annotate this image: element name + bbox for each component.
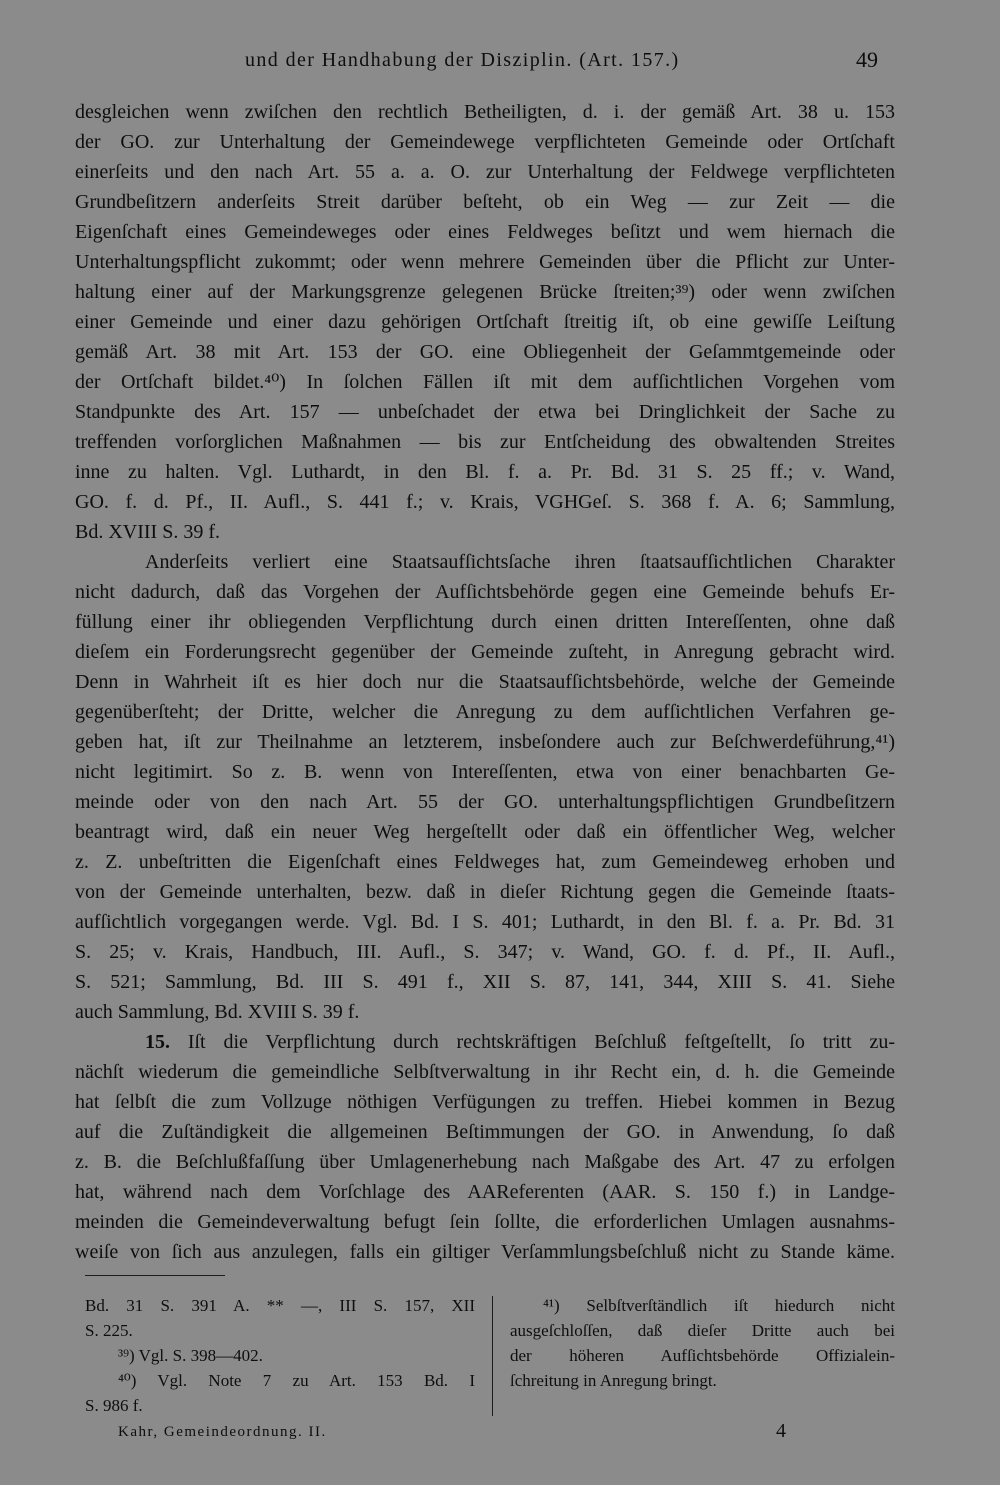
footnote-line: ⁴¹) Selbſtverſtändlich iſt hiedurch nicht xyxy=(543,1296,895,1315)
text-line: Denn in Wahrheit iſt es hier doch nur die Staatsaufſichtsbehörde, welche der Gemeinde xyxy=(75,671,895,693)
text-line: desgleichen wenn zwiſchen den rechtlich Betheiligten, d. i. der gemäß Art. 38 u. 153 xyxy=(75,101,895,123)
footnotes-right-column xyxy=(510,1293,895,1393)
text-line: aufſichtlich vorgegangen werde. Vgl. Bd. I S. 401; Luthardt, in den Bl. f. a. Pr. Bd. 31 xyxy=(75,911,895,933)
footnote-line: ſchreitung in Anregung bringt. xyxy=(510,1371,717,1390)
footnote-line: S. 986 f. xyxy=(85,1396,143,1415)
text-line: nicht legitimirt. So z. B. wenn von Intereſſenten, etwa von einer benachbarten Ge- xyxy=(75,761,895,783)
text-line: der Ortſchaft bildet.⁴⁰) In ſolchen Fällen iſt mit dem aufſichtlichen Vorgehen vom xyxy=(75,371,895,393)
text-line: z. B. die Beſchlußfaſſung über Umlagenerhebung nach Maßgabe des Art. 47 zu erfolgen xyxy=(75,1151,895,1173)
text-line: meinden die Gemeindeverwaltung befugt ſein ſollte, die erforderlichen Umlagen ausnahms- xyxy=(75,1211,895,1233)
text-line: auch Sammlung, Bd. XVIII S. 39 f. xyxy=(75,1001,360,1023)
main-text xyxy=(75,97,895,1267)
text-line: S. 521; Sammlung, Bd. III S. 491 f., XII S. 87, 141, 344, XIII S. 41. Siehe xyxy=(75,971,895,993)
text-line xyxy=(75,1027,895,1057)
text-line: gemäß Art. 38 mit Art. 153 der GO. eine Obliegenheit der Geſammtgemeinde oder xyxy=(75,341,895,363)
text-line: Unterhaltungspflicht zukommt; oder wenn mehrere Gemeinden über die Pflicht zur Unter- xyxy=(75,251,895,273)
footnote-line: Bd. 31 S. 391 A. ** —, III S. 157, XII xyxy=(85,1296,475,1315)
footnote-line: S. 225. xyxy=(85,1321,133,1340)
footnote-line: ausgeſchloſſen, daß dieſer Dritte auch bei xyxy=(510,1321,895,1340)
footnote-rule xyxy=(85,1275,225,1276)
text-line: meinde oder von den nach Art. 55 der GO. unterhaltungspflichtigen Grundbeſitzern xyxy=(75,791,895,813)
text-line: gegenüberſteht; der Dritte, welcher die Anregung zu dem aufſichtlichen Verfahren ge- xyxy=(75,701,895,723)
text-line: S. 25; v. Krais, Handbuch, III. Aufl., S. 347; v. Wand, GO. f. d. Pf., II. Aufl., xyxy=(75,941,895,963)
text-line: auf die Zuſtändigkeit die allgemeinen Beſtimmungen der GO. in Anwendung, ſo daß xyxy=(75,1121,895,1143)
text-line: Bd. XVIII S. 39 f. xyxy=(75,521,220,543)
text-line: beantragt wird, daß ein neuer Weg hergeſtellt oder daß ein öffentlicher Weg, welcher xyxy=(75,821,895,843)
footnote-line: ⁴⁰) Vgl. Note 7 zu Art. 153 Bd. I xyxy=(118,1371,475,1390)
section-number: 15. xyxy=(145,1031,170,1053)
text-line-content: Iſt die Verpflichtung durch rechtskräftigen Beſchluß feſtgeſtellt, ſo tritt zu- xyxy=(187,1031,895,1053)
running-head: und der Handhabung der Disziplin. (Art. 157.) xyxy=(245,49,680,71)
text-line: haltung einer auf der Markungsgrenze gelegenen Brücke ſtreiten;³⁹) oder wenn zwiſchen xyxy=(75,281,895,303)
text-line: Anderſeits verliert eine Staatsaufſichtsſache ihren ſtaatsaufſichtlichen Charakter xyxy=(145,551,895,573)
text-line: Eigenſchaft eines Gemeindeweges oder eines Feldweges beſitzt und wem hiernach die xyxy=(75,221,895,243)
text-line: nicht dadurch, daß das Vorgehen der Aufſichtsbehörde gegen eine Gemeinde behufs Er- xyxy=(75,581,895,603)
footnotes-left-column xyxy=(85,1293,475,1418)
text-line: einer Gemeinde und einer dazu gehörigen Ortſchaft ſtreitig iſt, ob eine gewiſſe Leiſtung xyxy=(75,311,895,333)
column-divider xyxy=(492,1296,493,1416)
page-number: 49 xyxy=(856,47,878,72)
text-line: von der Gemeinde unterhalten, bezw. daß in dieſer Richtung gegen die Gemeinde ſtaats- xyxy=(75,881,895,903)
text-line: hat ſelbſt die zum Vollzuge nöthigen Verfügungen zu treffen. Hiebei kommen in Bezug xyxy=(75,1091,895,1113)
text-line: Grundbeſitzern anderſeits Streit darüber beſteht, ob ein Weg — zur Zeit — die xyxy=(75,191,895,213)
text-line: nächſt wiederum die gemeindliche Selbſtverwaltung in ihr Recht ein, d. h. die Gemeinde xyxy=(75,1061,895,1083)
text-line: einerſeits und den nach Art. 55 a. a. O. zur Unterhaltung der Feldwege verpflichteten xyxy=(75,161,895,183)
text-line: weiſe von ſich aus anzulegen, falls ein giltiger Verſammlungsbeſchluß nicht zu Stande käme. xyxy=(75,1241,895,1263)
text-line: treffenden vorſorglichen Maßnahmen — bis zur Entſcheidung des obwaltenden Streites xyxy=(75,431,895,453)
text-line: inne zu halten. Vgl. Luthardt, in den Bl. f. a. Pr. Bd. 31 S. 25 ff.; v. Wand, xyxy=(75,461,895,483)
text-line: geben hat, iſt zur Theilnahme an letzterem, insbeſondere auch zur Beſchwerdeführung,⁴¹) xyxy=(75,731,895,753)
text-line: z. Z. unbeſtritten die Eigenſchaft eines Feldweges hat, zum Gemeindeweg erhoben und xyxy=(75,851,895,873)
sheet-number: 4 xyxy=(776,1420,786,1442)
text-line: füllung einer ihr obliegenden Verpflichtung durch einen dritten Intereſſenten, ohne daß xyxy=(75,611,895,633)
footnote-line: der höheren Aufſichtsbehörde Offizialein- xyxy=(510,1346,895,1365)
text-line: der GO. zur Unterhaltung der Gemeindewege verpflichteten Gemeinde oder Ortſchaft xyxy=(75,131,895,153)
text-line: hat, während nach dem Vorſchlage des AAReferenten (AAR. S. 150 f.) in Landge- xyxy=(75,1181,895,1203)
text-line: dieſem ein Forderungsrecht gegenüber der Gemeinde zuſteht, in Anregung gebracht wird. xyxy=(75,641,895,663)
signature-mark: Kahr, Gemeindeordnung. II. xyxy=(118,1424,327,1440)
text-line: GO. f. d. Pf., II. Aufl., S. 441 f.; v. Krais, VGHGeſ. S. 368 f. A. 6; Sammlung, xyxy=(75,491,895,513)
text-line: Standpunkte des Art. 157 — unbeſchadet der etwa bei Dringlichkeit der Sache zu xyxy=(75,401,895,423)
footnote-line: ³⁹) Vgl. S. 398—402. xyxy=(118,1346,263,1365)
